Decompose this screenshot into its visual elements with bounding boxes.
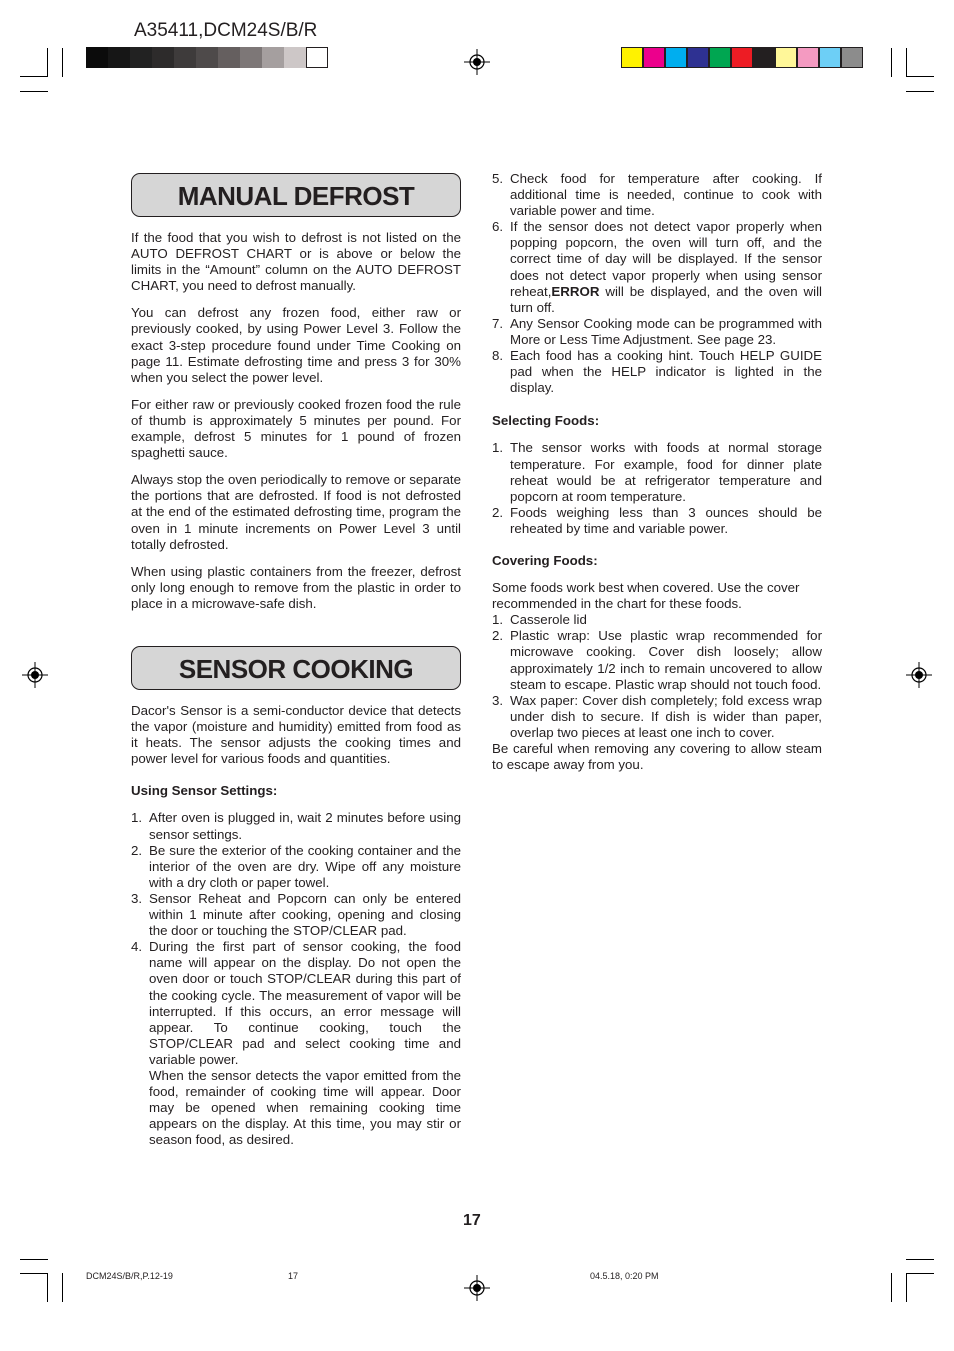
grayscale-calibration-bar <box>86 47 328 68</box>
sensor-steps-continued <box>492 171 822 396</box>
color-swatch <box>621 47 643 68</box>
manual-defrost-heading: MANUAL DEFROST <box>131 173 461 217</box>
color-swatch <box>841 47 863 68</box>
color-swatch <box>130 47 152 68</box>
list-item: 2. Foods weighing less than 3 ounces should be reheated by time and variable power. <box>492 504 822 536</box>
color-swatch <box>665 47 687 68</box>
color-swatch <box>687 47 709 68</box>
using-sensor-list <box>131 810 461 1148</box>
selecting-foods-list <box>492 440 822 537</box>
paragraph: Always stop the oven periodically to remove or separate the portions that are defrosted. If food is not defrosted at the end of the estimated defrosting time, program the oven in 1 minute increments on Power Level 3 until totally defrosted. <box>131 472 461 552</box>
color-swatch <box>797 47 819 68</box>
registration-mark-icon <box>22 662 48 688</box>
color-swatch <box>262 47 284 68</box>
footer-file-name: DCM24S/B/R,P.12-19 <box>86 1271 173 1281</box>
using-sensor-settings-heading: Using Sensor Settings: <box>131 783 278 799</box>
footer-timestamp: 04.5.18, 0:20 PM <box>590 1271 659 1281</box>
color-swatch <box>284 47 306 68</box>
manual-defrost-body <box>131 230 461 623</box>
sensor-intro: Dacor's Sensor is a semi-conductor device that detects the vapor (moisture and humidity) emitted from food as it heats. The sensor adjusts the cooking times and power level for various foods and quantities. <box>131 703 461 767</box>
list-item: 2. Be sure the exterior of the cooking container and the interior of the oven are dry. Wipe off any moisture with a dry cloth or paper towel. <box>131 842 461 890</box>
sensor-cooking-body-left <box>131 703 461 1148</box>
color-swatch <box>709 47 731 68</box>
sensor-cooking-body-right <box>492 171 822 773</box>
covering-outro: Be careful when removing any covering to allow steam to escape away from you. <box>492 741 822 773</box>
registration-mark-icon <box>906 662 932 688</box>
color-swatch <box>306 47 328 68</box>
color-calibration-bar <box>621 47 863 68</box>
color-swatch <box>775 47 797 68</box>
list-item: 5. Check food for temperature after cooking. If additional time is needed, continue to cook with variable power and time. <box>492 171 822 219</box>
list-item: 3. Sensor Reheat and Popcorn can only be entered within 1 minute after cooking, opening and closing the door or touching the STOP/CLEAR pad. <box>131 890 461 939</box>
covering-foods-list <box>492 612 822 741</box>
list-item: 4. During the first part of sensor cooking, the food name will appear on the display. Do not open the oven door or touch STOP/CLEAR during this part of the cooking cycle. The measurement of vapor will be interrupted. If this occurs, an error message will appear. To continue cooking, touch the STOP/CLEAR pad and select cooking time and variable power. When the sensor detects the vapor emitted from the food, remainder of cooking time will appear. Door may be opened when remaining cooking time appears on the display. At this time, you may stir or season food, as desired. <box>131 939 461 1148</box>
footer-page: 17 <box>288 1271 299 1281</box>
paragraph: You can defrost any frozen food, either raw or previously cooked, by using Power Level 3. Follow the exact 3-step procedure found under Time Cooking on page 11. Estimate defrosting time and press 3 for 30% when you select the power level. <box>131 305 461 385</box>
covering-intro: Some foods work best when covered. Use the cover recommended in the chart for these foods. <box>492 580 800 612</box>
color-swatch <box>196 47 218 68</box>
list-item: 1. Casserole lid <box>492 612 587 628</box>
list-item: 1. The sensor works with foods at normal storage temperature. For example, food for dinner plate reheat would be at refrigerator temperature and popcorn at room temperature. <box>492 440 822 504</box>
color-swatch <box>819 47 841 68</box>
list-item: 7. Any Sensor Cooking mode can be programmed with More or Less Time Adjustment. See page 23. <box>492 315 822 347</box>
error-label: ERROR <box>551 283 600 299</box>
paragraph: For either raw or previously cooked frozen food the rule of thumb is approximately 5 minutes per pound. For example, defrost 5 minutes for 1 pound of frozen spaghetti sauce. <box>131 396 461 461</box>
document-code: A35411,DCM24S/B/R <box>134 20 318 41</box>
covering-foods-heading: Covering Foods: <box>492 552 598 568</box>
paragraph: If the food that you wish to defrost is not listed on the AUTO DEFROST CHART or is above or below the limits in the “Amount” column on the AUTO DEFROST CHART, you need to defrost manually. <box>131 230 461 294</box>
color-swatch <box>240 47 262 68</box>
color-swatch <box>643 47 665 68</box>
color-swatch <box>731 47 753 68</box>
sensor-cooking-heading: SENSOR COOKING <box>131 646 461 690</box>
color-swatch <box>174 47 196 68</box>
registration-mark-icon <box>464 49 490 75</box>
selecting-foods-heading: Selecting Foods: <box>492 413 600 429</box>
list-item: 8. Each food has a cooking hint. Touch HELP GUIDE pad when the HELP indicator is lighted in the display. <box>492 348 822 396</box>
list-item: 2. Plastic wrap: Use plastic wrap recommended for microwave cooking. Cover dish loosely; allow approximately 1/2 inch to remain uncovered to allow steam to escape. Plastic wrap should not touch food. <box>492 628 822 692</box>
registration-mark-icon <box>464 1275 490 1301</box>
color-swatch <box>152 47 174 68</box>
color-swatch <box>753 47 775 68</box>
list-item: 6. If the sensor does not detect vapor properly when popping popcorn, the oven will turn off, and the correct time of day will be displayed. If the sensor does not detect vapor properly when using sensor reheat,ERROR will be displayed, and the oven will turn off. <box>492 219 822 315</box>
paragraph: When using plastic containers from the freezer, defrost only long enough to remove from the plastic in order to place in a microwave-safe dish. <box>131 563 461 611</box>
color-swatch <box>108 47 130 68</box>
list-item: 3. Wax paper: Cover dish completely; fold excess wrap under dish to secure. If dish is wider than paper, overlap two pieces at least one inch to cover. <box>492 692 822 740</box>
color-swatch <box>86 47 108 68</box>
page-number: 17 <box>463 1212 481 1229</box>
list-item: 1. After oven is plugged in, wait 2 minutes before using sensor settings. <box>131 810 461 842</box>
color-swatch <box>218 47 240 68</box>
